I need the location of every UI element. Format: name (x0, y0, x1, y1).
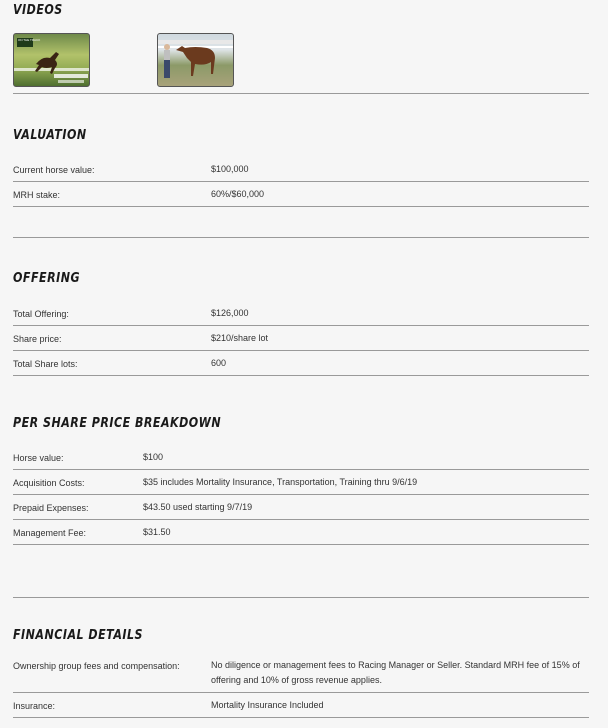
row-label: Prepaid Expenses: (13, 503, 89, 513)
table-row (13, 359, 589, 376)
row-label: Share price: (13, 334, 62, 344)
row-value: Mortality Insurance Included (211, 700, 324, 710)
video-thumbnail-racing[interactable] (13, 33, 90, 87)
row-value: 60%/$60,000 (211, 189, 265, 199)
row-value: $100,000 (211, 164, 249, 174)
table-row (13, 528, 589, 545)
row-value: $35 includes Mortality Insurance, Transportation, Training thru 9/6/19 (143, 477, 418, 487)
divider (13, 237, 589, 238)
divider (13, 93, 589, 94)
row-value: $43.50 used starting 9/7/19 (143, 502, 253, 512)
table-row (13, 701, 589, 718)
offering-heading: OFFERING (13, 270, 81, 286)
table-row (13, 334, 589, 351)
row-value: $126,000 (211, 308, 249, 318)
valuation-heading: VALUATION (13, 127, 87, 143)
table-row (13, 503, 589, 520)
thumb-logo-text: ON THE TRACK (18, 38, 41, 42)
video-thumbnail-conformation[interactable] (157, 33, 234, 87)
divider (13, 597, 589, 598)
row-value: $100 (143, 452, 164, 462)
table-row (13, 453, 589, 470)
standing-horse-icon (158, 34, 234, 87)
row-label: Ownership group fees and compensation: (13, 661, 180, 671)
breakdown-heading: PER SHARE PRICE BREAKDOWN (13, 415, 222, 431)
row-value: $210/share lot (211, 333, 269, 343)
row-label: Total Share lots: (13, 359, 78, 369)
row-value: 600 (211, 358, 227, 368)
row-label: Total Offering: (13, 309, 69, 319)
table-row (13, 165, 589, 182)
table-row (13, 190, 589, 207)
row-label: Management Fee: (13, 528, 87, 538)
row-label: MRH stake: (13, 190, 61, 200)
table-row (13, 478, 589, 495)
row-label: Horse value: (13, 453, 64, 463)
financial-heading: FINANCIAL DETAILS (13, 627, 144, 643)
table-row (13, 309, 589, 326)
row-value: $31.50 (143, 527, 171, 537)
row-label: Insurance: (13, 701, 56, 711)
row-value: No diligence or management fees to Racing Manager or Seller. Standard MRH fee of 15% of offering and 10% of gross revenue applies. (211, 660, 580, 685)
videos-heading: VIDEOS (13, 2, 63, 18)
table-row (13, 661, 589, 693)
row-label: Current horse value: (13, 165, 95, 175)
row-label: Acquisition Costs: (13, 478, 85, 488)
